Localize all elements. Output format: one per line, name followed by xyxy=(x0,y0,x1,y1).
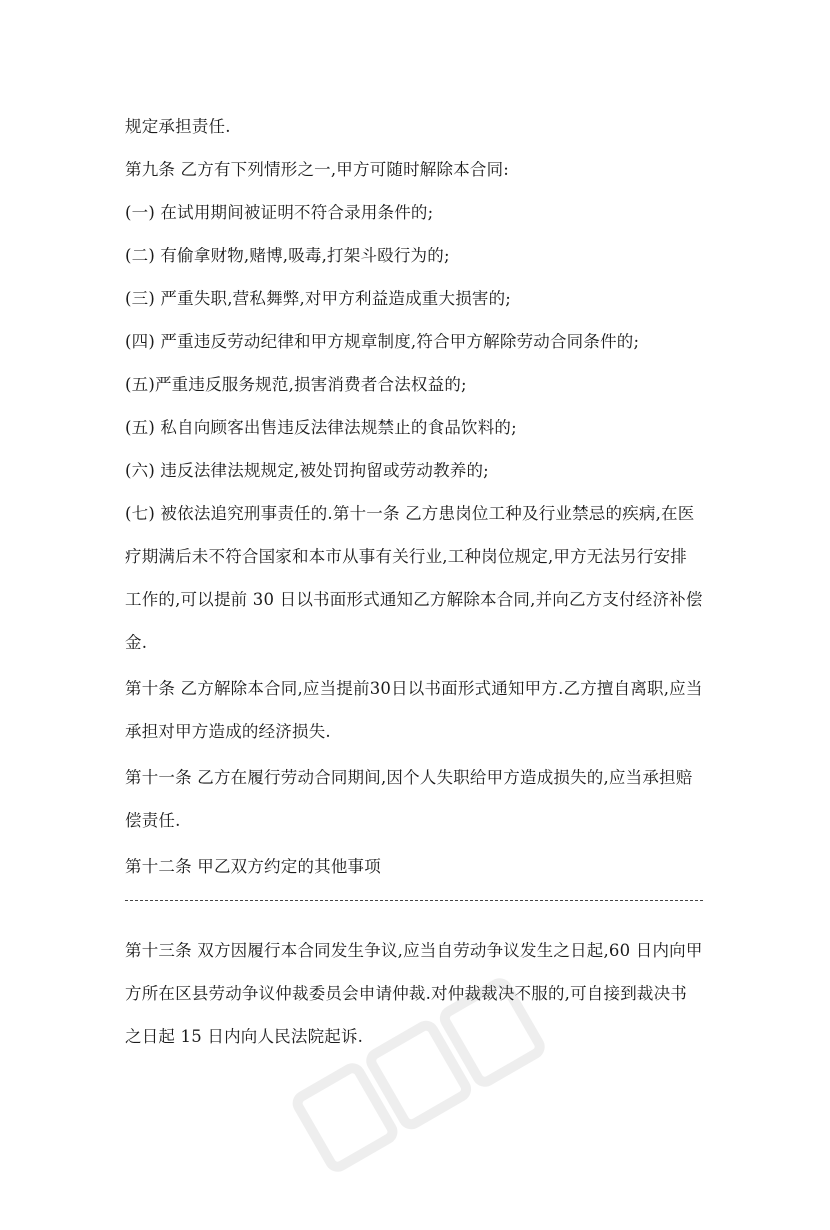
text-line: 之日起 15 日内向人民法院起诉. xyxy=(125,1027,364,1046)
watermark-logo-icon xyxy=(260,930,560,1230)
text-line: 方所在区县劳动争议仲裁委员会申请仲裁.对仲裁裁决不服的,可自接到裁决书 xyxy=(125,984,687,1003)
text-line: 金. xyxy=(125,633,148,652)
blank-fill-line xyxy=(125,900,703,901)
text-line: 工作的,可以提前 30 日以书面形式通知乙方解除本合同,并向乙方支付经济补偿 xyxy=(125,590,703,609)
article-13-heading: 第十三条 双方因履行本合同发生争议,应当自劳动争议发生之日起,60 日内向甲 xyxy=(125,941,703,960)
text-line: (五) 私自向顾客出售违反法律法规禁止的食品饮料的; xyxy=(125,418,517,437)
text-line: (一) 在试用期间被证明不符合录用条件的; xyxy=(125,203,434,222)
text-line: (四) 严重违反劳动纪律和甲方规章制度,符合甲方解除劳动合同条件的; xyxy=(125,332,640,351)
text-line: 疗期满后未不符合国家和本市从事有关行业,工种岗位规定,甲方无法另行安排 xyxy=(125,547,687,566)
article-11-heading: 第十一条 乙方在履行劳动合同期间,因个人失职给甲方造成损失的,应当承担赔 xyxy=(125,768,693,787)
article-9-heading: 第九条 乙方有下列情形之一,甲方可随时解除本合同: xyxy=(125,160,510,179)
text-line: 承担对甲方造成的经济损失. xyxy=(125,722,331,741)
text-line: (五)严重违反服务规范,损害消费者合法权益的; xyxy=(125,375,467,394)
text-line: (六) 违反法律法规规定,被处罚拘留或劳动教养的; xyxy=(125,461,489,480)
text-line: 偿责任. xyxy=(125,811,181,830)
article-12-heading: 第十二条 甲乙双方约定的其他事项 xyxy=(125,857,381,876)
text-line: 规定承担责任. xyxy=(125,117,231,136)
article-10-heading: 第十条 乙方解除本合同,应当提前30日以书面形式通知甲方.乙方擅自离职,应当 xyxy=(125,679,703,698)
text-line: (七) 被依法追究刑事责任的.第十一条 乙方患岗位工种及行业禁忌的疾病,在医 xyxy=(125,504,695,523)
text-line: (三) 严重失职,营私舞弊,对甲方利益造成重大损害的; xyxy=(125,289,512,308)
text-line: (二) 有偷拿财物,赌博,吸毒,打架斗殴行为的; xyxy=(125,246,450,265)
